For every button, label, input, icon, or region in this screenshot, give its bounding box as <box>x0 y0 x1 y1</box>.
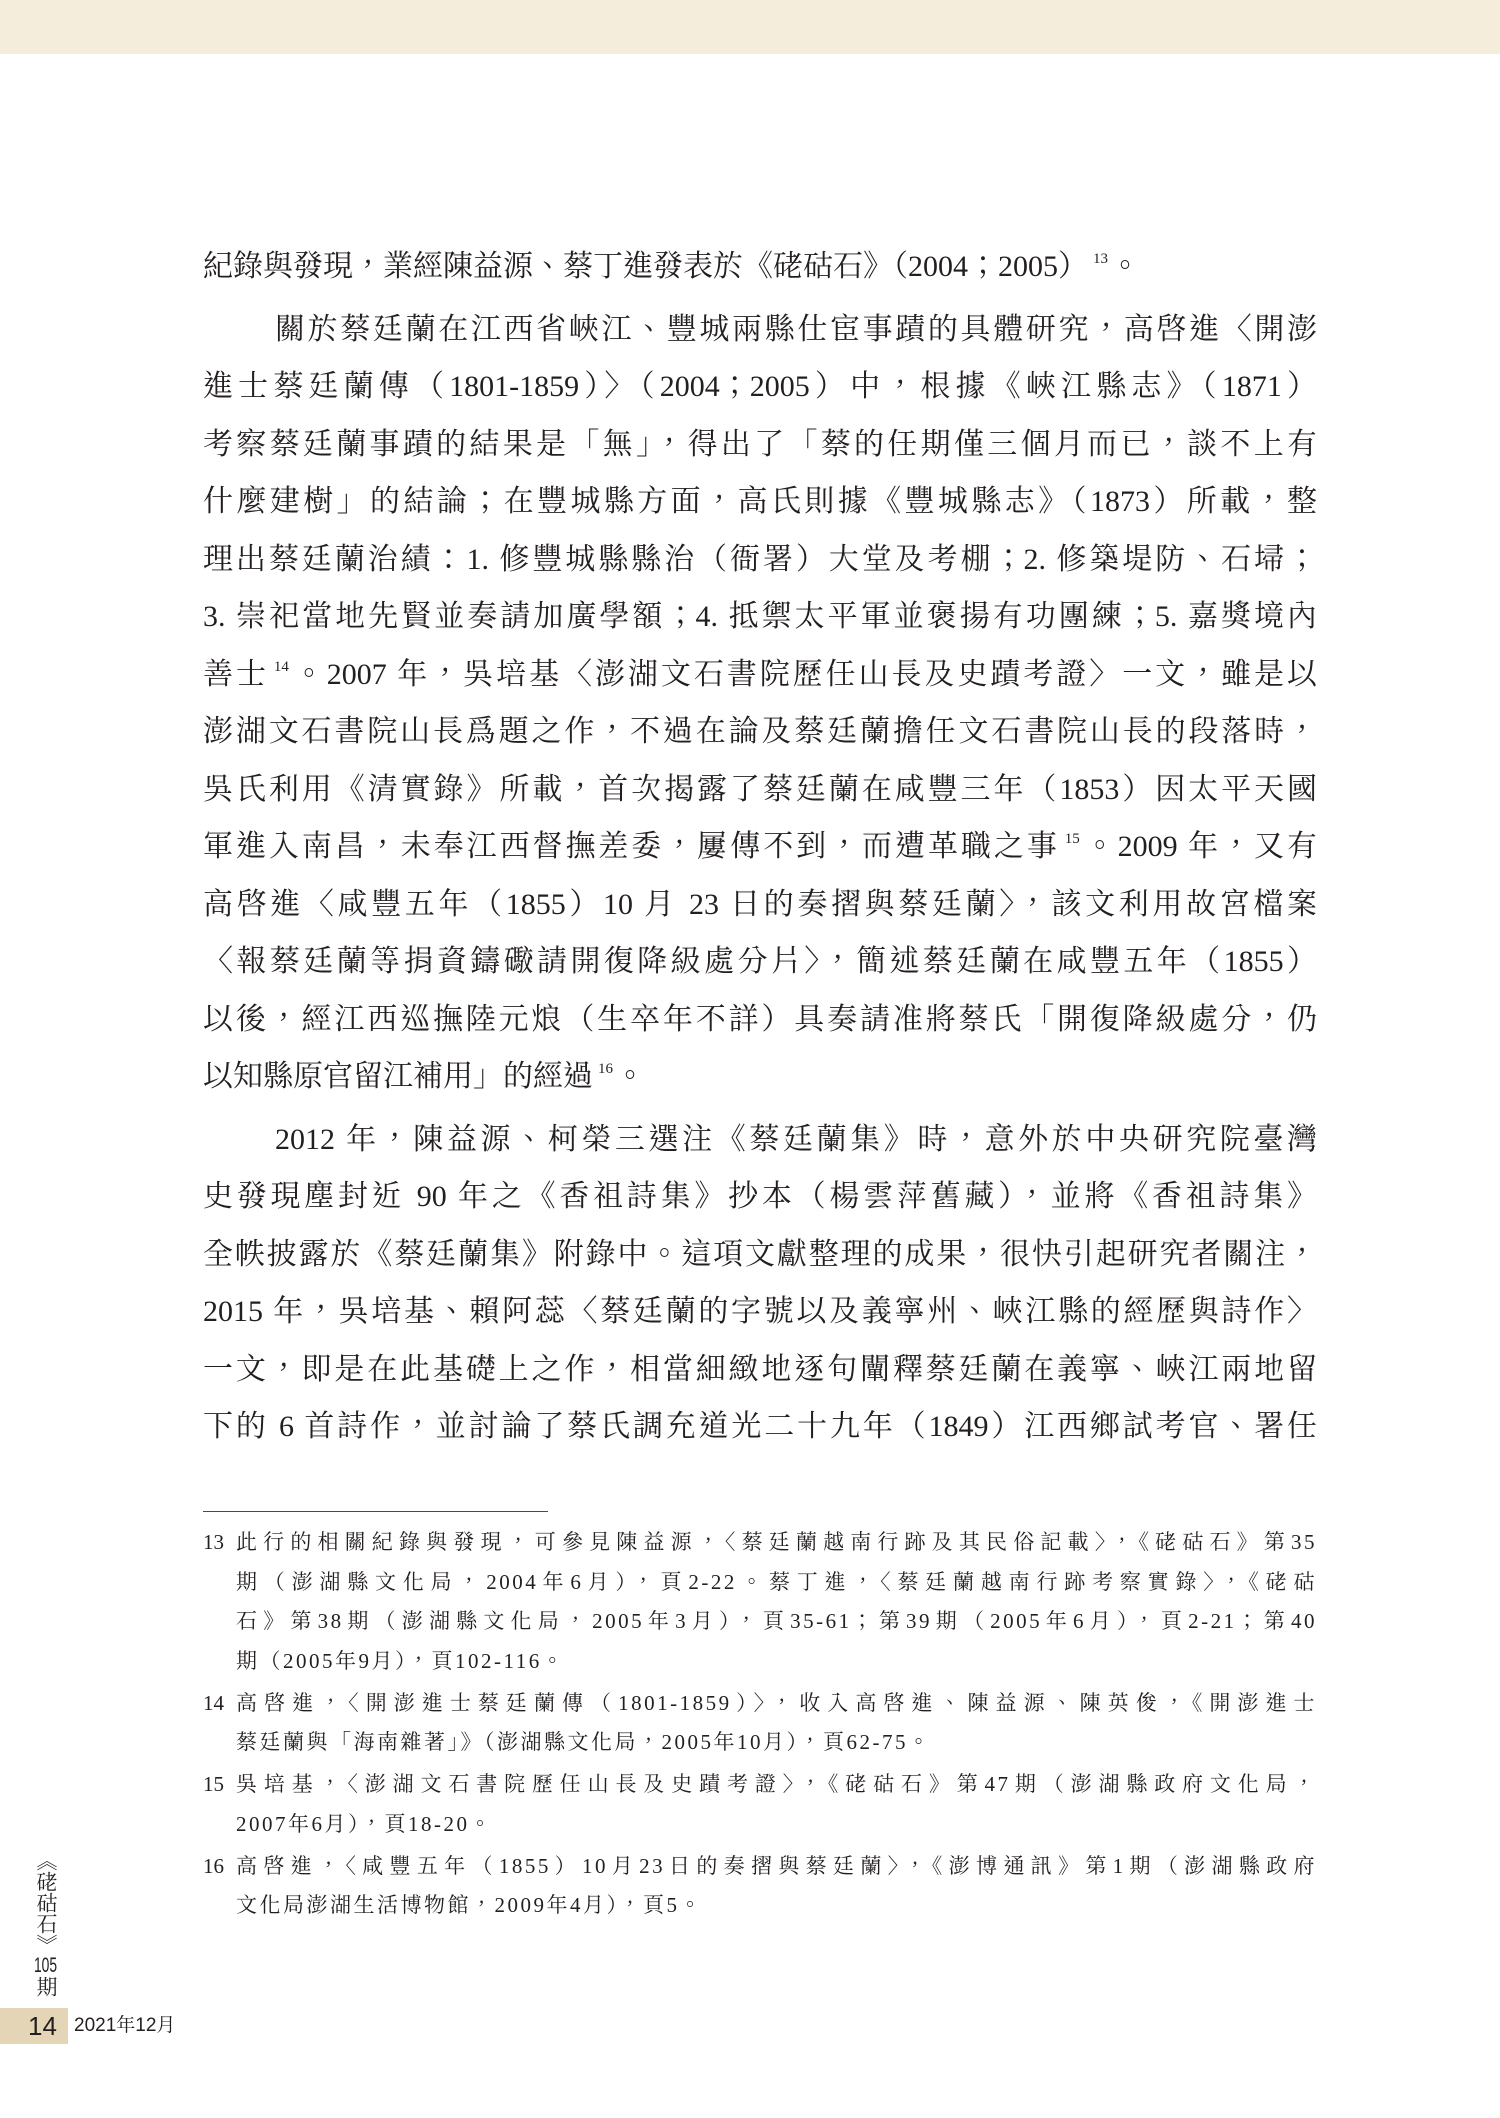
footnote-separator <box>203 1511 548 1512</box>
text-line <box>203 238 1317 296</box>
text-line: 進士蔡廷蘭傳（1801-1859）〉（2004；2005）中，根據《峽江縣志》（1871） <box>203 370 1317 403</box>
text-run: 。2007 年，吳培基〈澎湖文石書院歷任山長及史蹟考證〉一文，雖是以 <box>290 657 1317 691</box>
footnote-line: 吳培基，〈澎湖文石書院歷任山長及史蹟考證〉，《硓𥑮石》第47期（澎湖縣政府文化局， <box>236 1772 1317 1796</box>
page-number: 14 <box>28 2011 57 2041</box>
text-run: 以知縣原官留江補用」的經過 <box>203 1060 593 1093</box>
footnote-ref: 14 <box>273 658 289 675</box>
text-line: 〈報蔡廷蘭等捐資鑄礮請開復降級處分片〉，簡述蔡廷蘭在咸豐五年（1855） <box>203 945 1317 978</box>
footnote-line: 石》第38期（澎湖縣文化局，2005年3月），頁35-61；第39期（2005年6月），頁2-21；第40 <box>236 1609 1317 1633</box>
footnote-number: 16 <box>203 1853 224 1878</box>
text-line: 理出蔡廷蘭治績：1. 修豐城縣縣治（衙署）大堂及考棚；2. 修築堤防、石埽； <box>203 542 1317 576</box>
text-line <box>203 646 1317 704</box>
footnotes <box>203 1523 1317 1926</box>
issue-unit: 期 <box>34 1976 57 1997</box>
article-body <box>203 238 1317 1456</box>
text-line: 高啓進〈咸豐五年（1855）10 月 23 日的奏摺與蔡廷蘭〉，該文利用故宮檔案 <box>203 887 1317 921</box>
text-line: 3. 崇祀當地先賢並奏請加廣學額；4. 抵禦太平軍並褒揚有功團練；5. 嘉獎境內 <box>203 600 1317 633</box>
text-line: 澎湖文石書院山長爲題之作，不過在論及蔡廷蘭擔任文石書院山長的段落時， <box>203 715 1317 748</box>
text-run: 軍進入南昌，未奉江西督撫差委，屢傳不到，而遭革職之事 <box>203 830 1060 863</box>
text-run: 。2009 年，又有 <box>1081 830 1317 863</box>
text-line: 吳氏利用《清實錄》所載，首次揭露了蔡廷蘭在咸豐三年（1853）因太平天國 <box>203 772 1317 806</box>
text-run: 善士 <box>203 657 269 691</box>
paragraph <box>203 1111 1317 1456</box>
footnote-line: 高啓進，〈咸豐五年（1855）10月23日的奏摺與蔡廷蘭〉，《澎博通訊》第1期（澎湖縣政府 <box>236 1853 1317 1878</box>
text-line: 2015 年，吳培基、賴阿蕊〈蔡廷蘭的字號以及義寧州、峽江縣的經歷與詩作〉 <box>203 1295 1317 1328</box>
footnote-14 <box>203 1684 1317 1763</box>
text-run: 。 <box>1110 250 1140 283</box>
footnote-line: 蔡廷蘭與「海南雜著」》（澎湖縣文化局，2005年10月），頁62-75。 <box>236 1730 932 1754</box>
footnote-number: 13 <box>203 1530 224 1554</box>
text-run: 紀錄與發現，業經陳益源、蔡丁進發表於《硓𥑮石》（2004；2005） <box>203 250 1088 283</box>
text-line: 2012 年，陳益源、柯榮三選注《蔡廷蘭集》時，意外於中央研究院臺灣 <box>275 1122 1317 1156</box>
footnote-line: 文化局澎湖生活博物館，2009年4月），頁5。 <box>236 1893 703 1917</box>
text-line: 關於蔡廷蘭在江西省峽江、豐城兩縣仕宦事蹟的具體研究，高啓進〈開澎 <box>275 312 1317 346</box>
issue-date: 2021年12月 <box>74 2015 176 2036</box>
footnote-line: 期（澎湖縣文化局，2004年6月），頁2-22。蔡丁進，〈蔡廷蘭越南行跡考察實錄〉，《硓𥑮 <box>236 1569 1317 1594</box>
footnote-number: 14 <box>203 1690 224 1715</box>
text-line: 下的 6 首詩作，並討論了蔡氏調充道光二十九年（1849）江西鄉試考官、署任 <box>203 1410 1317 1443</box>
top-band <box>0 0 1500 54</box>
text-line: 以後，經江西巡撫陸元烺（生卒年不詳）具奏請准將蔡氏「開復降級處分，仍 <box>203 1002 1317 1036</box>
text-line: 考察蔡廷蘭事蹟的結果是「無」，得出了「蔡的任期僅三個月而已，談不上有 <box>203 427 1317 461</box>
footnote-15 <box>203 1765 1317 1844</box>
paragraph-continued <box>203 238 1317 296</box>
footnote-number: 15 <box>203 1772 224 1796</box>
footnote-ref: 15 <box>1064 831 1080 848</box>
footnote-line: 高啓進，〈開澎進士蔡廷蘭傳（1801-1859）〉，收入高啓進、陳益源、陳英俊，《開澎進士 <box>236 1690 1317 1715</box>
text-line <box>203 818 1317 876</box>
footnote-line: 期（2005年9月），頁102-116。 <box>236 1648 566 1673</box>
footnote-line: 此行的相關紀錄與發現，可參見陳益源，〈蔡廷蘭越南行跡及其民俗記載〉，《硓𥑮石》第35 <box>236 1530 1317 1554</box>
journal-title: 《硓𥑮石》 <box>34 1850 57 1955</box>
footnote-16 <box>203 1847 1317 1926</box>
text-line: 史發現塵封近 90 年之《香祖詩集》抄本（楊雲萍舊藏），並將《香祖詩集》 <box>203 1180 1317 1213</box>
page-number-tab <box>0 2008 68 2044</box>
issue-number: 105 <box>33 1955 58 1976</box>
paragraph <box>203 301 1317 1106</box>
text-line <box>203 1048 1317 1106</box>
footnote-ref: 16 <box>598 1061 613 1078</box>
text-line: 全帙披露於《蔡廷蘭集》附錄中。這項文獻整理的成果，很快引起研究者關注， <box>203 1237 1317 1271</box>
text-line: 一文，即是在此基礎上之作，相當細緻地逐句闡釋蔡廷蘭在義寧、峽江兩地留 <box>203 1352 1317 1386</box>
text-line: 什麼建樹」的結論；在豐城縣方面，高氏則據《豐城縣志》（1873）所載，整 <box>203 485 1317 518</box>
footnote-line: 2007年6月），頁18-20。 <box>236 1811 493 1836</box>
footnote-13 <box>203 1523 1317 1681</box>
footnote-ref: 13 <box>1093 251 1108 268</box>
text-run: 。 <box>615 1060 645 1093</box>
journal-issue-label <box>33 1850 57 1997</box>
